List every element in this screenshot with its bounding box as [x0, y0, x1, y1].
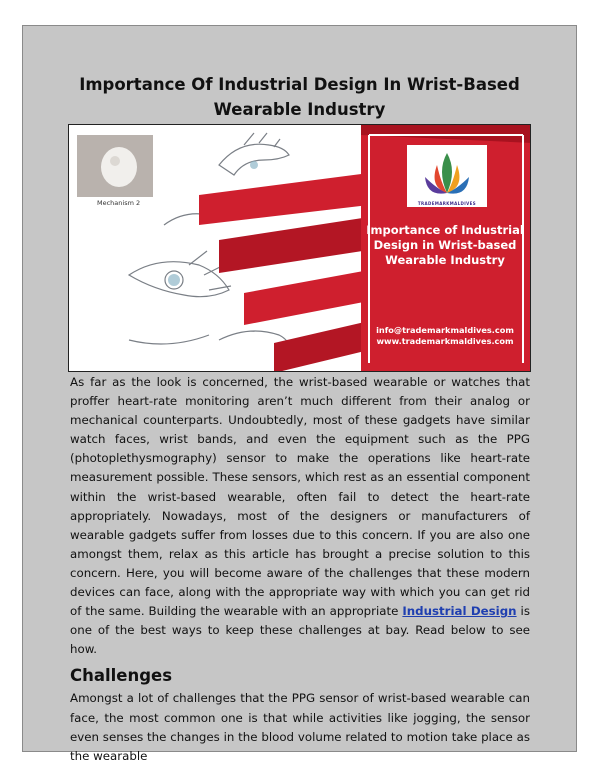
- banner-contact: [365, 325, 525, 347]
- banner-email: info@trademarkmaldives.com: [376, 325, 514, 335]
- paragraph-challenges: Amongst a lot of challenges that the PPG sensor of wrist-based wearable can face, the most common one is that while activities like jogging, the sensor even senses the changes in the blood volume related to motion take place as the wearable: [70, 691, 530, 763]
- banner-headline: [365, 223, 525, 268]
- title-line-2: Wearable Industry: [213, 100, 386, 119]
- section-heading-challenges: Challenges: [70, 666, 173, 686]
- brand-name: TRADEMARKMALDIVES: [417, 201, 477, 206]
- title-line-1: Importance Of Industrial Design In Wrist-Based: [79, 75, 520, 94]
- banner-headline-line-2: Design in Wrist-based: [373, 238, 517, 252]
- banner-image: [68, 124, 531, 372]
- mechanism-label: Mechanism 2: [97, 199, 141, 207]
- banner-headline-line-3: Wearable Industry: [385, 253, 505, 267]
- paragraph-intro-text-after: is one of the best ways to keep these challenges at bay. Read below to see how.: [70, 604, 530, 657]
- banner-website: www.trademarkmaldives.com: [376, 336, 514, 346]
- paragraph-intro-text-before: As far as the look is concerned, the wrist-based wearable or watches that proffer heart-rate monitoring aren’t much different from their analog or mechanical counterparts. Undoubtedly, most of these gadgets have similar watch faces, wrist bands, and even the equipment such as the PPG (photoplethysmography) sensor to make the operations like heart-rate measurement possible. These sensors, which rest as an essential component within the wrist-based wearable, often fail to detect the heart-rate appropriately. Nowadays, most of the designers or manufacturers of wearable gadgets suffer from losses due to this concern. If you are also one amongst them, relax as this article has brought a precise solution to this concern. Here, you will become aware of the challenges that these modern devices can face, along with the appropriate way with which you can get rid of the same. Building the wearable with an appropriate: [70, 375, 530, 619]
- industrial-design-link[interactable]: Industrial Design: [402, 604, 517, 619]
- article-body: [70, 373, 530, 766]
- banner-headline-line-1: Importance of Industrial: [366, 223, 524, 237]
- document-title: [22, 72, 577, 122]
- paragraph-intro: [70, 373, 530, 659]
- mechanism-photo-object: [101, 147, 137, 187]
